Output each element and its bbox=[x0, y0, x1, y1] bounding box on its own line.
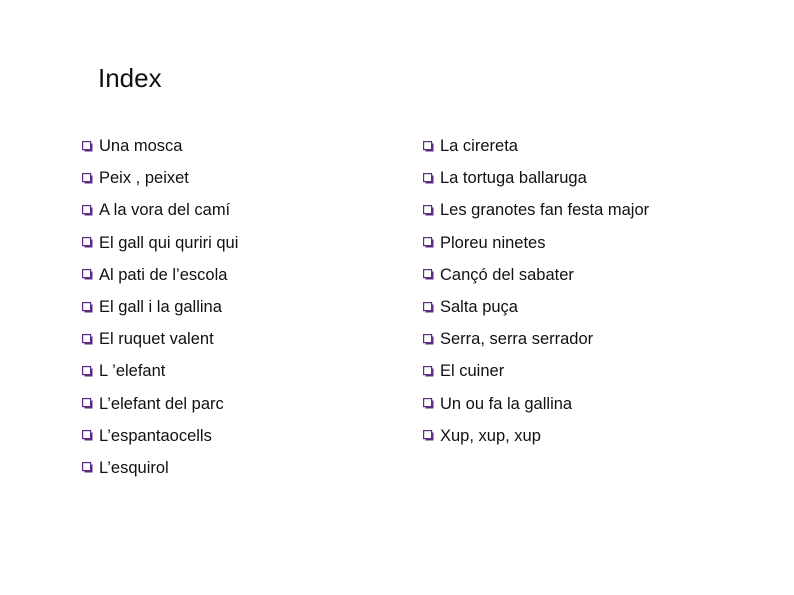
hollow-square-bullet-icon bbox=[423, 205, 434, 216]
list-item bbox=[82, 130, 238, 162]
hollow-square-bullet-icon bbox=[423, 302, 434, 313]
list-item-label: Una mosca bbox=[99, 137, 183, 156]
list-item-label: Ploreu ninetes bbox=[440, 233, 546, 252]
list-item bbox=[423, 162, 649, 194]
list-item bbox=[423, 355, 649, 387]
hollow-square-bullet-icon bbox=[82, 173, 93, 184]
hollow-square-bullet-icon bbox=[423, 173, 434, 184]
page-title: Index bbox=[98, 63, 162, 93]
list-item bbox=[423, 227, 649, 259]
list-item bbox=[82, 291, 238, 323]
hollow-square-bullet-icon bbox=[423, 237, 434, 248]
list-item-label: A la vora del camí bbox=[99, 201, 231, 220]
list-item-label: El gall qui quriri qui bbox=[99, 233, 239, 252]
list-item-label: Serra, serra serrador bbox=[440, 330, 594, 349]
hollow-square-bullet-icon bbox=[423, 269, 434, 280]
hollow-square-bullet-icon bbox=[82, 430, 93, 441]
list-item-label: L’esquirol bbox=[99, 458, 169, 477]
list-item bbox=[423, 323, 649, 355]
hollow-square-bullet-icon bbox=[82, 205, 93, 216]
list-item-label: La tortuga ballaruga bbox=[440, 169, 587, 188]
list-item bbox=[82, 355, 238, 387]
hollow-square-bullet-icon bbox=[82, 462, 93, 473]
list-item-label: L ’elefant bbox=[99, 362, 166, 381]
hollow-square-bullet-icon bbox=[82, 398, 93, 409]
hollow-square-bullet-icon bbox=[82, 237, 93, 248]
list-item-label: L’elefant del parc bbox=[99, 394, 224, 413]
right-song-list bbox=[423, 130, 649, 452]
list-item bbox=[423, 194, 649, 226]
list-item bbox=[423, 388, 649, 420]
list-item-label: El gall i la gallina bbox=[99, 298, 222, 317]
list-item bbox=[82, 323, 238, 355]
hollow-square-bullet-icon bbox=[423, 366, 434, 377]
list-item bbox=[82, 388, 238, 420]
hollow-square-bullet-icon bbox=[423, 430, 434, 441]
list-item bbox=[82, 194, 238, 226]
list-item-label: El ruquet valent bbox=[99, 330, 214, 349]
list-item-label: Xup, xup, xup bbox=[440, 426, 541, 445]
left-song-list bbox=[82, 130, 238, 484]
list-item bbox=[423, 130, 649, 162]
list-item bbox=[82, 227, 238, 259]
hollow-square-bullet-icon bbox=[423, 398, 434, 409]
list-item bbox=[82, 452, 238, 484]
list-item bbox=[82, 420, 238, 452]
list-item bbox=[423, 291, 649, 323]
list-item-label: Salta puça bbox=[440, 298, 518, 317]
list-item-label: Un ou fa la gallina bbox=[440, 394, 573, 413]
hollow-square-bullet-icon bbox=[82, 366, 93, 377]
list-item-label: El cuiner bbox=[440, 362, 505, 381]
list-item-label: Cançó del sabater bbox=[440, 265, 574, 284]
list-item-label: Les granotes fan festa major bbox=[440, 201, 650, 220]
list-item bbox=[82, 259, 238, 291]
list-item-label: L’espantaocells bbox=[99, 426, 212, 445]
list-item bbox=[423, 259, 649, 291]
list-item-label: Peix , peixet bbox=[99, 169, 189, 188]
list-item-label: Al pati de l’escola bbox=[99, 265, 228, 284]
hollow-square-bullet-icon bbox=[82, 141, 93, 152]
list-item bbox=[423, 420, 649, 452]
hollow-square-bullet-icon bbox=[423, 334, 434, 345]
list-item bbox=[82, 162, 238, 194]
hollow-square-bullet-icon bbox=[82, 334, 93, 345]
hollow-square-bullet-icon bbox=[423, 141, 434, 152]
list-item-label: La cirereta bbox=[440, 137, 518, 156]
hollow-square-bullet-icon bbox=[82, 269, 93, 280]
hollow-square-bullet-icon bbox=[82, 302, 93, 313]
